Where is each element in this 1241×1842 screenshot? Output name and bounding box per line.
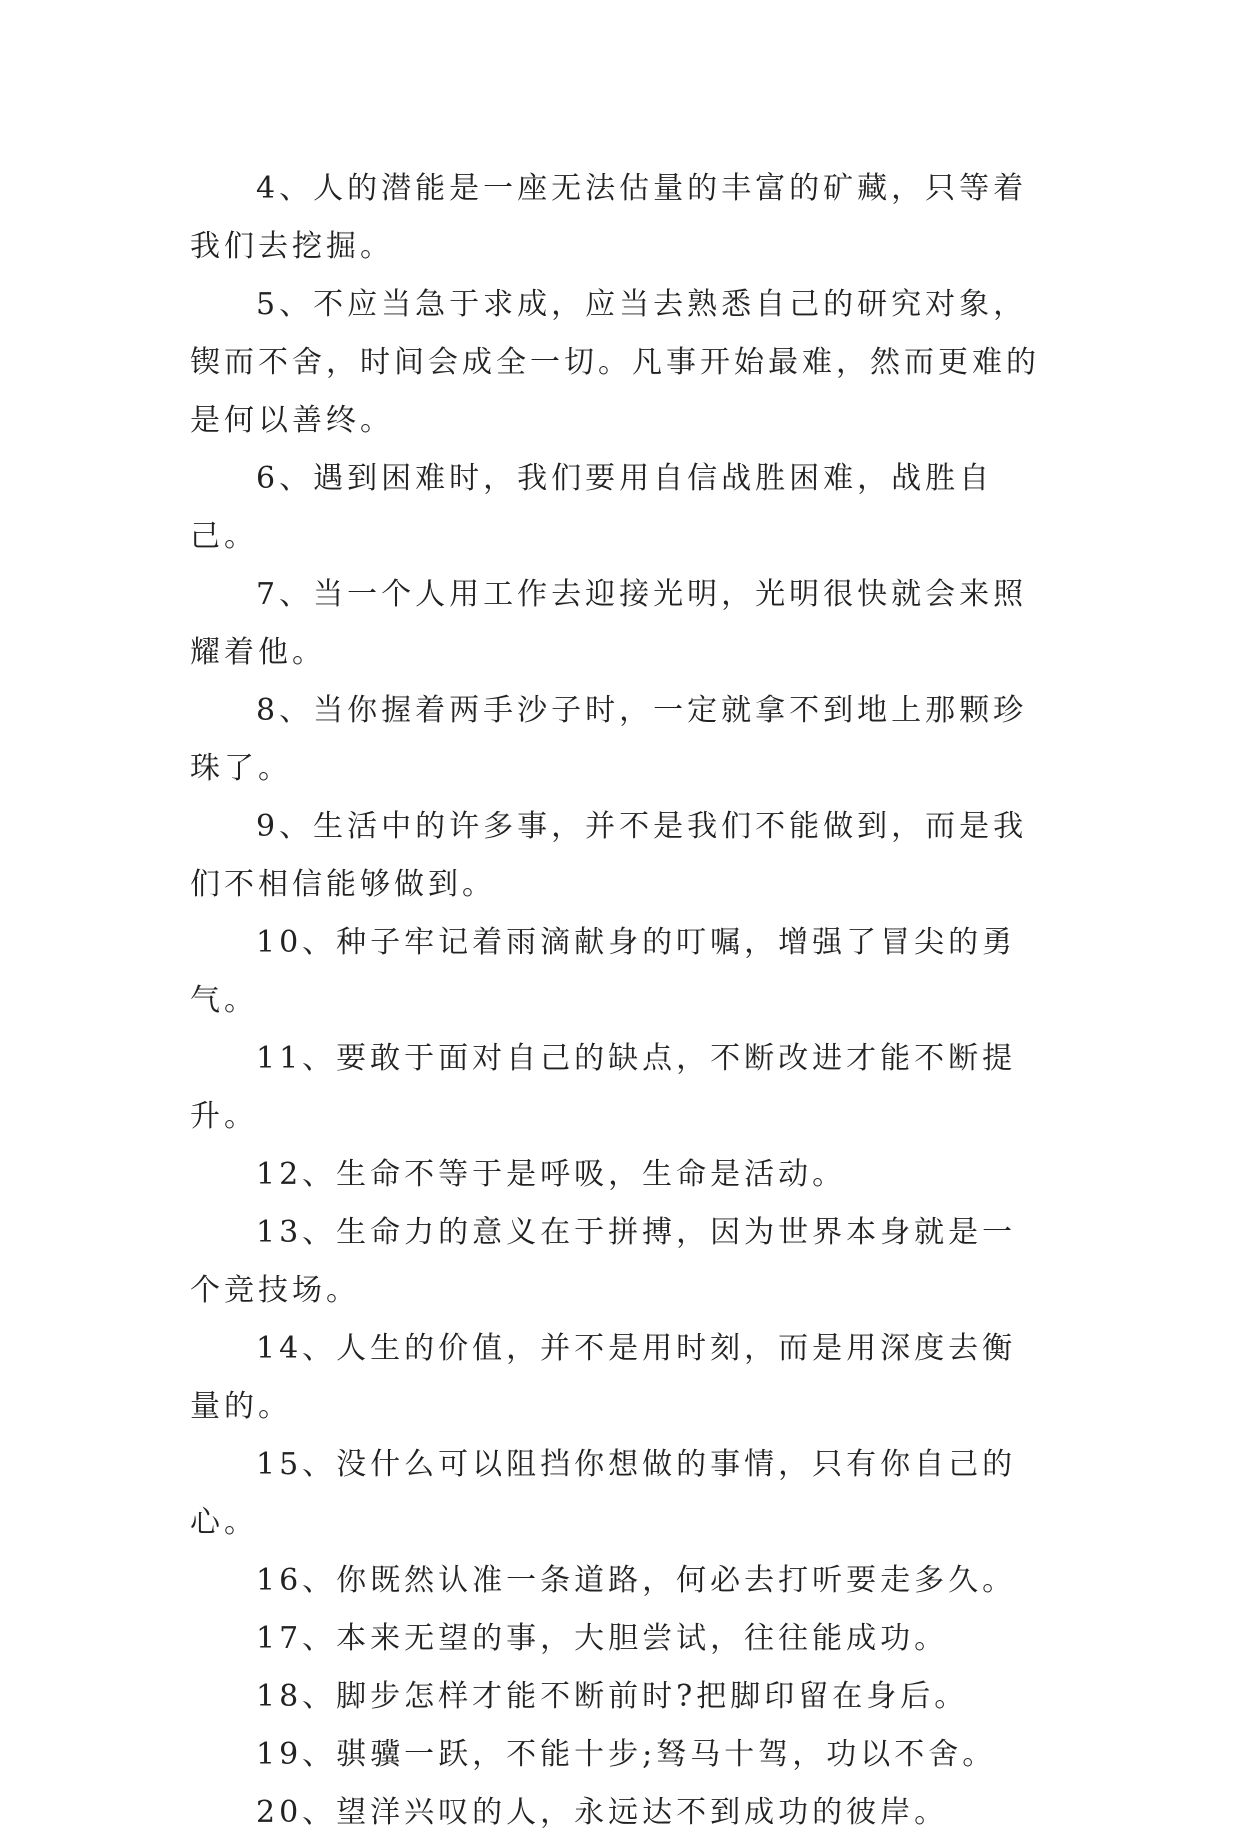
paragraph-13: 13、生命力的意义在于拼搏，因为世界本身就是一个竞技场。: [190, 1215, 1017, 1308]
paragraph-12: 12、生命不等于是呼吸，生命是活动。: [256, 1157, 847, 1192]
paragraph-8: 8、当你握着两手沙子时，一定就拿不到地上那颗珍珠了。: [190, 693, 1028, 786]
paragraph-11: 11、要敢于面对自己的缺点，不断改进才能不断提升。: [190, 1041, 1017, 1134]
paragraph-4: 4、人的潜能是一座无法估量的丰富的矿藏，只等着我们去挖掘。: [190, 171, 1028, 264]
paragraph-5: 5、不应当急于求成，应当去熟悉自己的研究对象，锲而不舍，时间会成全一切。凡事开始最难，然而更难的是何以善终。: [190, 287, 1040, 438]
paragraph-18: 18、脚步怎样才能不断前时?把脚印留在身后。: [256, 1679, 969, 1714]
paragraph-16: 16、你既然认准一条道路，何必去打听要走多久。: [256, 1563, 1017, 1598]
paragraph-17: 17、本来无望的事，大胆尝试，往往能成功。: [256, 1621, 949, 1656]
paragraph-15: 15、没什么可以阻挡你想做的事情，只有你自己的心。: [190, 1447, 1017, 1540]
paragraph-6: 6、遇到困难时，我们要用自信战胜困难，战胜自己。: [190, 461, 994, 554]
paragraph-10: 10、种子牢记着雨滴献身的叮嘱，增强了冒尖的勇气。: [190, 925, 1017, 1018]
paragraph-14: 14、人生的价值，并不是用时刻，而是用深度去衡量的。: [190, 1331, 1017, 1424]
paragraph-19: 19、骐骥一跃，不能十步;驽马十驾，功以不舍。: [256, 1737, 997, 1772]
paragraph-7: 7、当一个人用工作去迎接光明，光明很快就会来照耀着他。: [190, 577, 1028, 670]
paragraph-9: 9、生活中的许多事，并不是我们不能做到，而是我们不相信能够做到。: [190, 809, 1028, 902]
paragraph-20: 20、望洋兴叹的人，永远达不到成功的彼岸。: [256, 1795, 949, 1830]
document-body: [190, 160, 1050, 1842]
